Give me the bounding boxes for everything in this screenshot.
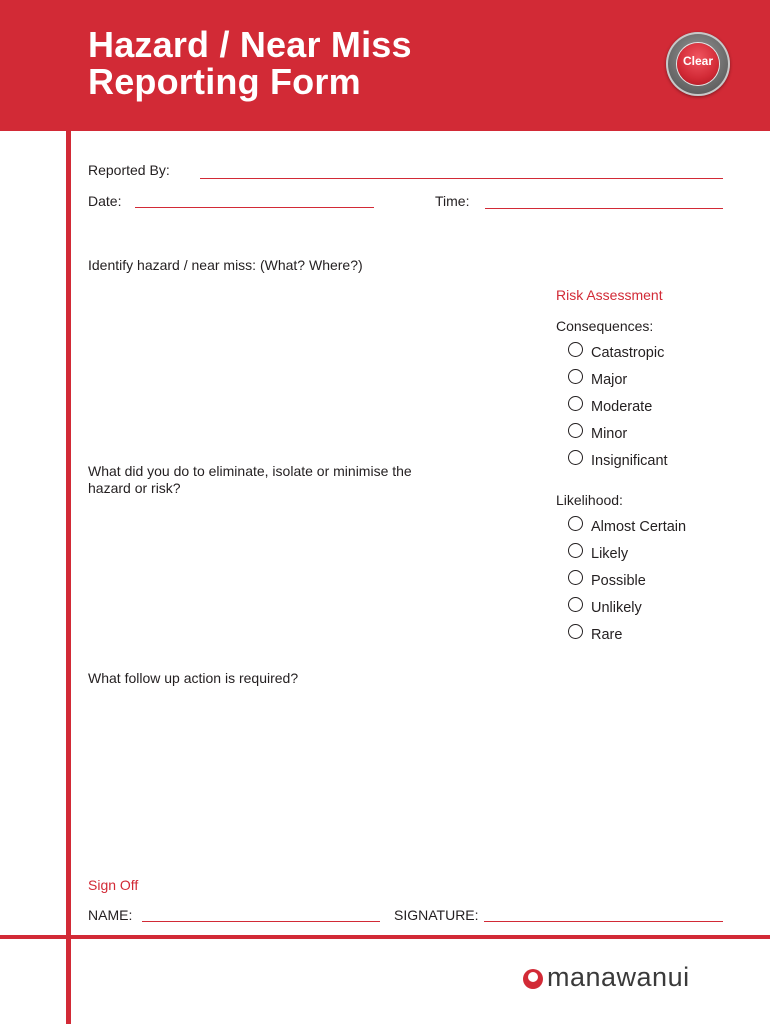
consequence-radio-minor[interactable] xyxy=(568,423,583,438)
time-field[interactable] xyxy=(485,208,723,209)
title-line-2: Reporting Form xyxy=(88,61,361,102)
name-field[interactable] xyxy=(142,921,380,922)
date-label: Date: xyxy=(88,193,122,209)
likelihood-label: Likelihood: xyxy=(556,492,623,508)
reported-by-field[interactable] xyxy=(200,178,723,179)
signature-label: SIGNATURE: xyxy=(394,907,479,923)
consequence-option-minor: Minor xyxy=(591,426,628,442)
clear-button-label: Clear xyxy=(682,54,714,68)
brand-name: manawanui xyxy=(547,962,690,992)
likelihood-option-unlikely: Unlikely xyxy=(591,600,642,616)
likelihood-option-likely: Likely xyxy=(591,546,629,562)
consequence-radio-catastropic[interactable] xyxy=(568,342,583,357)
time-label: Time: xyxy=(435,193,470,209)
consequence-radio-major[interactable] xyxy=(568,369,583,384)
followup-label: What follow up action is required? xyxy=(88,670,299,686)
signoff-heading: Sign Off xyxy=(88,877,139,893)
likelihood-radio-almost-certain[interactable] xyxy=(568,516,583,531)
likelihood-radio-rare[interactable] xyxy=(568,624,583,639)
brand-mark-icon xyxy=(523,969,543,989)
reported-by-label: Reported By: xyxy=(88,162,170,178)
left-margin-rule xyxy=(66,131,71,1024)
likelihood-radio-likely[interactable] xyxy=(568,543,583,558)
header-banner xyxy=(0,0,770,131)
identify-hazard-label: Identify hazard / near miss: (What? Where?) xyxy=(88,257,363,273)
likelihood-option-almost-certain: Almost Certain xyxy=(591,519,687,535)
eliminate-hazard-label xyxy=(88,463,498,497)
consequence-option-insignificant: Insignificant xyxy=(591,453,668,469)
eliminate-hazard-textarea[interactable] xyxy=(88,505,528,660)
identify-hazard-textarea[interactable] xyxy=(88,280,528,450)
likelihood-option-possible: Possible xyxy=(591,573,646,589)
consequence-radio-insignificant[interactable] xyxy=(568,450,583,465)
consequence-option-catastropic: Catastropic xyxy=(591,345,665,361)
signature-field[interactable] xyxy=(484,921,723,922)
consequence-radio-moderate[interactable] xyxy=(568,396,583,411)
title-line-1: Hazard / Near Miss xyxy=(88,24,412,65)
date-field[interactable] xyxy=(135,207,374,208)
eliminate-line-1: What did you do to eliminate, isolate or minimise the xyxy=(88,463,412,479)
footer-divider xyxy=(0,935,770,939)
name-label: NAME: xyxy=(88,907,133,923)
eliminate-line-2: hazard or risk? xyxy=(88,480,181,496)
clear-button[interactable] xyxy=(666,32,730,96)
likelihood-option-rare: Rare xyxy=(591,627,623,643)
likelihood-radio-possible[interactable] xyxy=(568,570,583,585)
consequence-option-moderate: Moderate xyxy=(591,399,653,415)
risk-assessment-heading: Risk Assessment xyxy=(556,287,663,303)
likelihood-radio-unlikely[interactable] xyxy=(568,597,583,612)
followup-textarea[interactable] xyxy=(88,694,723,864)
consequence-option-major: Major xyxy=(591,372,628,388)
page-title xyxy=(88,26,412,100)
consequences-label: Consequences: xyxy=(556,318,654,334)
